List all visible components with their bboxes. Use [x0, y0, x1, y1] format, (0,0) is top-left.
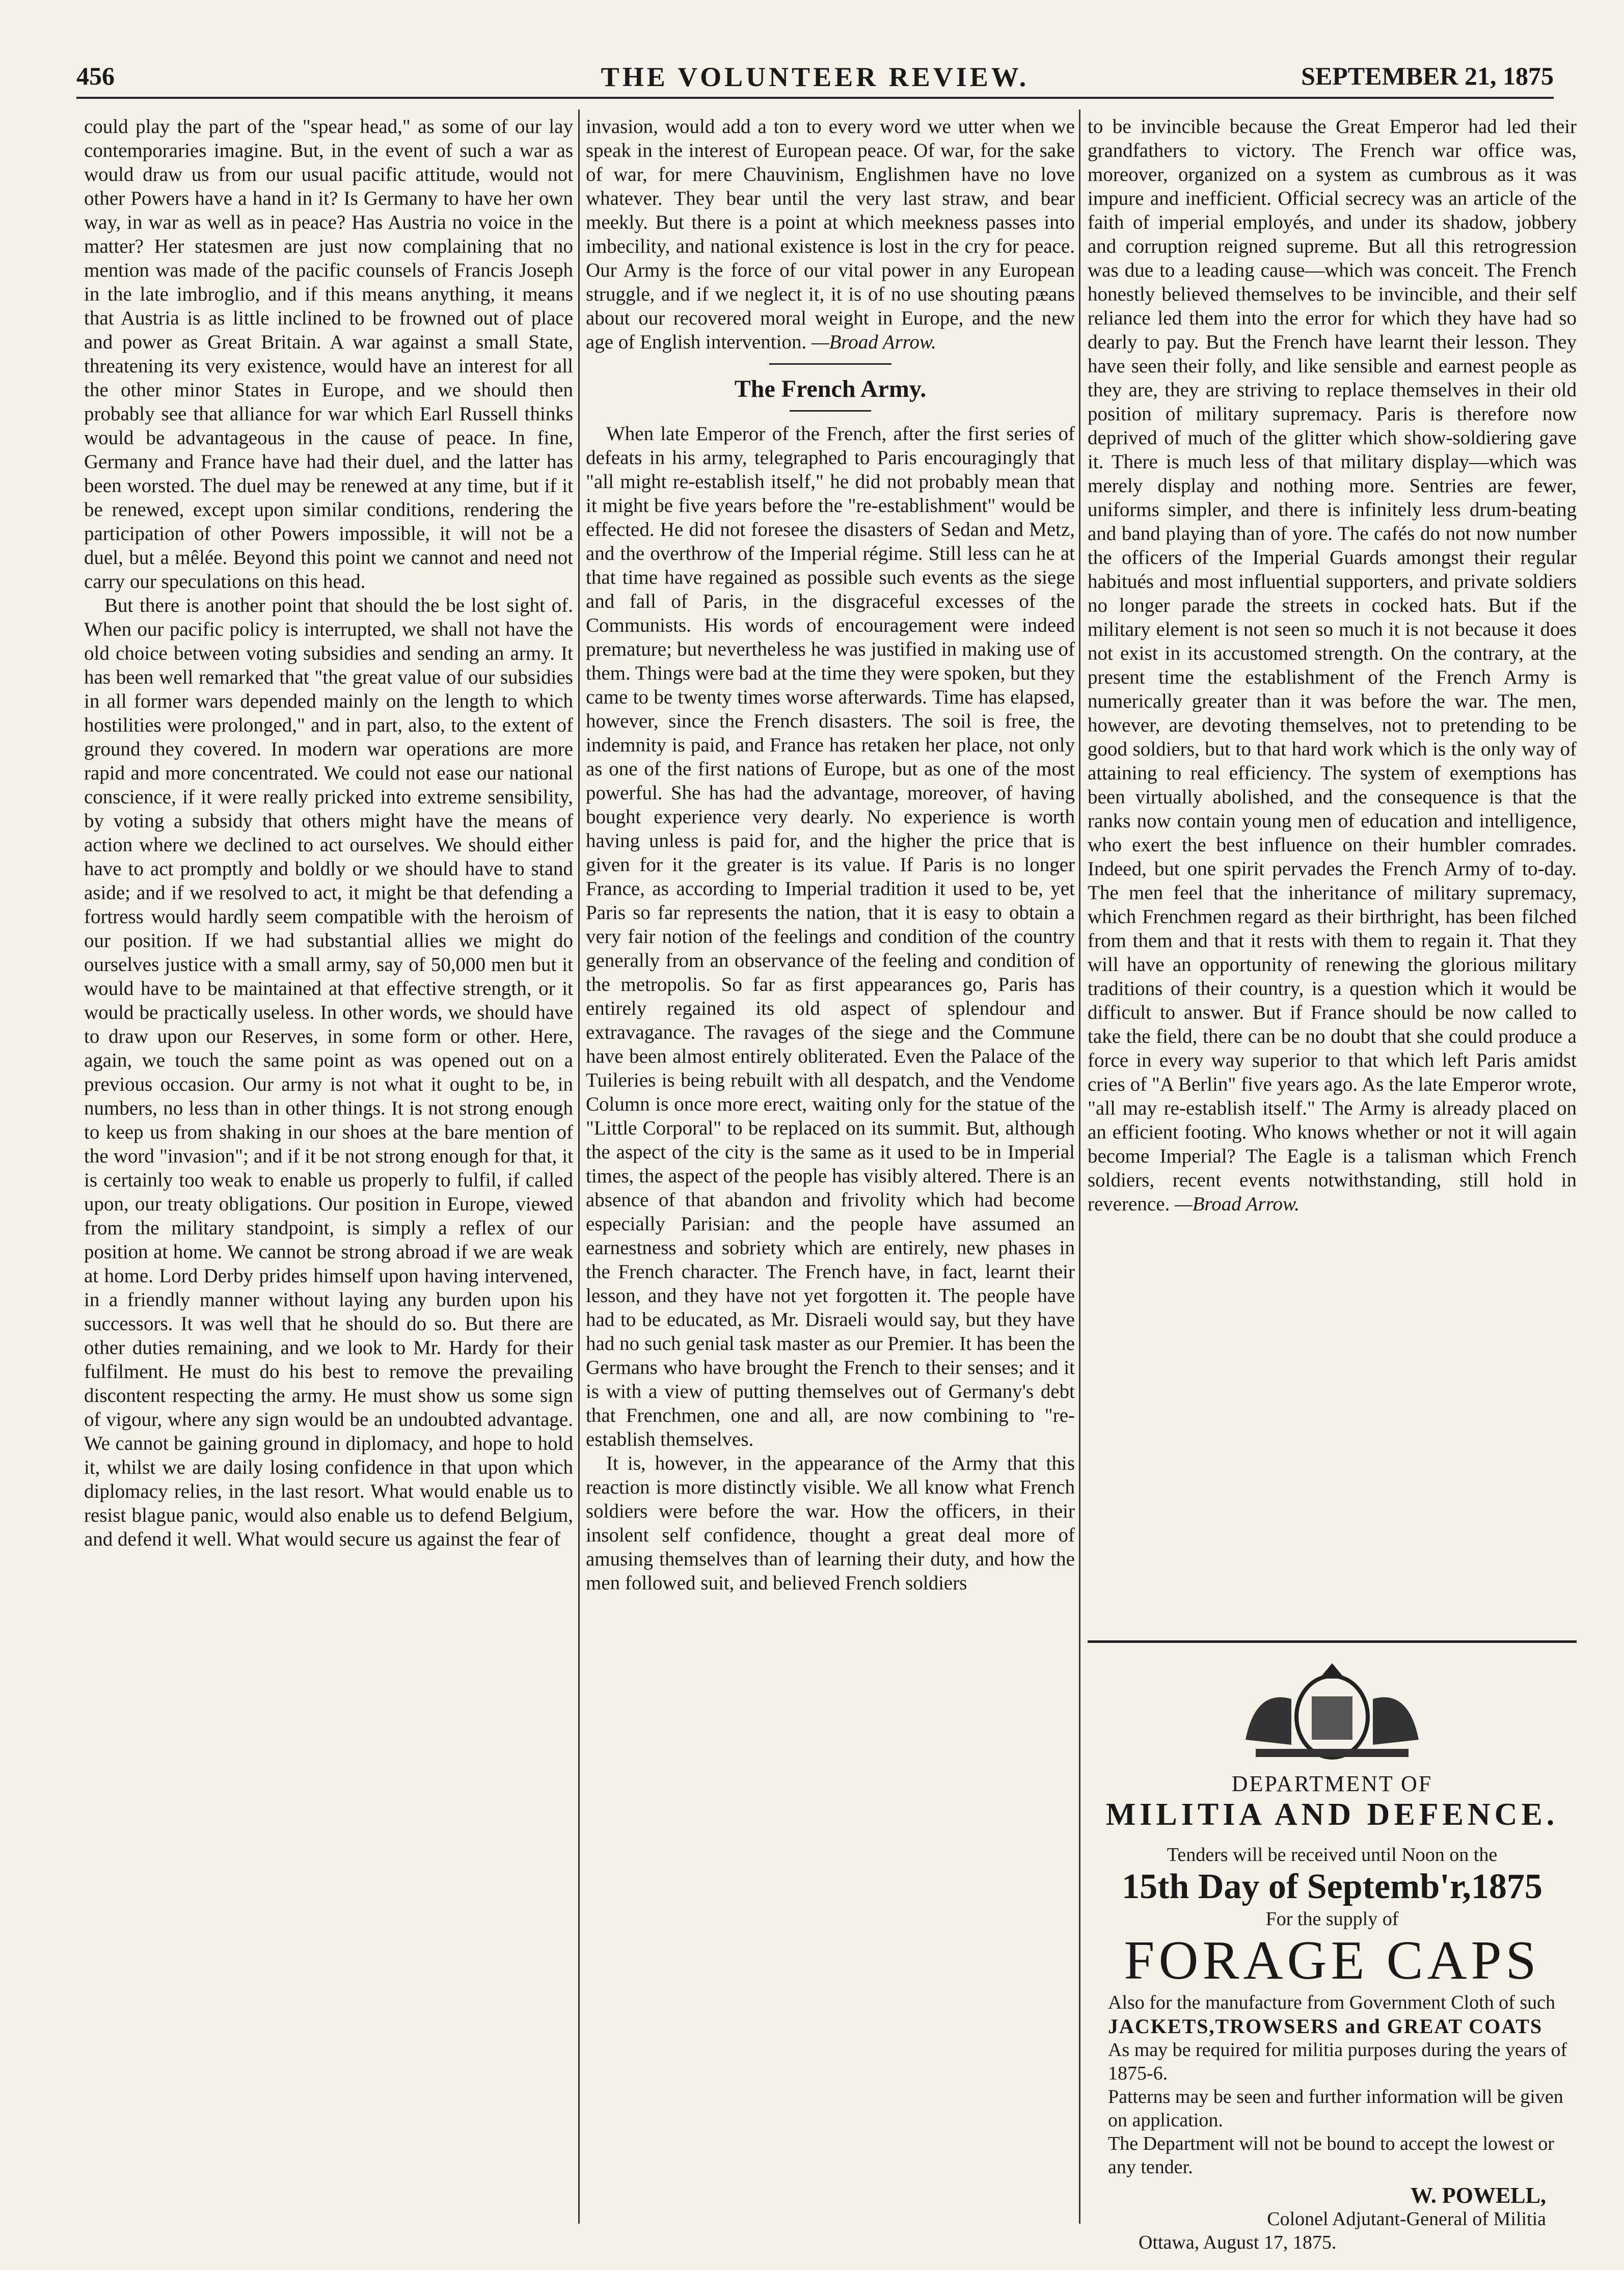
source-signature: —Broad Arrow. — [1175, 1193, 1300, 1215]
ad-forage-caps: FORAGE CAPS — [1124, 1930, 1540, 1991]
column-2 — [586, 115, 1075, 1595]
paragraph-text: to be invincible because the Great Emperor had led their grandfathers to victory. The French war office was, moreover, organized on a system as cumbrous as it was impure and inefficient. Official secrecy was an article of the faith of imperial employés, and under its shadow, jobbery and corruption reigned supreme. But all this retrogression was due to a leading cause—which was conceit. The French honestly believed themselves to be invincible, and their self reliance led them into the error for which they have had so dearly to pay. But the French have learnt their lesson. They have seen their folly, and like sensible and earnest people as they are, they are striving to replace themselves in their old position of military supremacy. Paris is therefore now deprived of much of the glitter which show-soldiering gave it. There is much less of that military display—which was merely display and nothing more. Sentries are fewer, uniforms simpler, and there is infinitely less drum-beating and band playing than of yore. The cafés do not now number the officers of the Imperial Guards amongst their regular habitués and most influential supporters, and private soldiers no longer parade the streets in cocked hats. But if the military element is not seen so much it is not because it does not exist in its accustomed strength. On the contrary, at the present time the establishment of the French Army is numerically greater than it was before the war. The men, however, are devoting themselves, not to pretending to be good soldiers, but to that hard work which is the only way of attaining to real efficiency. The system of exemptions has been virtually abolished, and the consequence is that the ranks now contain young men of education and intelligence, who exert the best influence on their humbler comrades. Indeed, but one spirit pervades the French Army of to-day. The men feel that the inheritance of military supremacy, which Frenchmen regard as their birthright, has been filched from them and that it rests with them to regain it. That they will have an opportunity of renewing the glorious military traditions of their country, is a question which it would be difficult to answer. But if France should be now called to take the field, there can be no doubt that she could produce a force in every way superior to that which left Paris amidst cries of "A Berlin" five years ago. As the late Emperor wrote, "all may re-establish itself." The Army is already placed on an efficient footing. Who knows whether or not it will again become Imperial? The Eagle is a talisman which French soldiers, recent events notwithstanding, still hold in reverence. — [1088, 116, 1577, 1215]
source-signature: —Broad Arrow. — [811, 331, 936, 353]
column-3 — [1088, 115, 1577, 1216]
ad-items: JACKETS,TROWSERS and GREAT COATS — [1108, 2015, 1543, 2038]
article-title: The French Army. — [734, 375, 927, 402]
separator-rule — [790, 410, 871, 412]
ad-heading: MILITIA AND DEFENCE. — [1105, 1797, 1559, 1832]
page-number: 456 — [76, 62, 115, 90]
column-rule — [1079, 110, 1080, 2224]
ad-supply: For the supply of — [1265, 1908, 1399, 1930]
paragraph: When late Emperor of the French, after the first series of defeats in his army, telegraphed to Paris encouragingly that "all might re-establish itself," he did not probably mean that it might be five years before the "re-establishment" would be effected. He did not foresee the disasters of Sedan and Metz, and the overthrow of the Imperial régime. Still less can he at that time have regained as possible such events as the siege and fall of Paris, in the disgraceful excesses of the Communists. His words of encouragement were indeed premature; but nevertheless he was justified in making use of them. Things were bad at the time they were spoken, but they came to be twenty times worse afterwards. Time has elapsed, however, since the French disasters. The soil is free, the indemnity is paid, and France has retaken her place, not only as one of the first nations of Europe, but as one of the most powerful. She has had the advantage, moreover, of having bought experience very dearly. No experience is worth having unless is paid for, and the higher the price that is given for it the greater is its value. If Paris is no longer France, as according to Imperial tradition it used to be, yet Paris so far represents the nation, that it is easy to obtain a very fair notion of the feelings and condition of the country generally from an observance of the feeling and condition of the metropolis. So far as first appearances go, Paris has entirely regained its old aspect of splendour and extravagance. The ravages of the siege and the Commune have been almost entirely obliterated. Even the Palace of the Tuileries is being rebuilt with all despatch, and the Vendome Column is once more erect, waiting only for the statue of the "Little Corporal" to be replaced on its summit. But, although the aspect of the city is the same as it used to be in Imperial times, the aspect of the people has visibly altered. There is an absence of that abandon and frivolity which had become especially Parisian: and the people have assumed an earnestness and sobriety which are entirely, new phases in the French character. The French have, in fact, learnt their lesson, and they have not yet forgotten it. The people have had to be educated, as Mr. Disraeli would say, but they have had no such genial task master as our Premier. It has been the Germans who have brought the French to their senses; and it is with a view of putting themselves out of Germany's debt that Frenchmen, one and all, are now combining to "re-establish themselves. — [586, 423, 1075, 1450]
ad-tenders: Tenders will be received until Noon on the — [1167, 1844, 1498, 1866]
ad-patterns: Patterns may be seen and further information will be given on application. — [1108, 2086, 1563, 2131]
issue-date: SEPTEMBER 21, 1875 — [1301, 62, 1554, 90]
paragraph — [586, 115, 1075, 354]
paragraph: could play the part of the "spear head," as some of our lay contemporaries imagine. But, in the event of such a war as would draw us from our usual pacific attitude, would not other Powers have a hand in it? Is Germany to have her own way, in war as well as in peace? Has Austria no voice in the matter? Her statesmen are just now complaining that no mention was made of the pacific counsels of Francis Joseph in the late imbroglio, and if this means anything, it means that Austria is as little inclined to be frowned out of place and power as Great Britain. A war against a small State, threatening its very existence, would have an interest for all the other minor States in Europe, and we should then probably see that alliance for war which Earl Russell thinks would be advantageous in the cause of peace. In fine, Germany and France have had their duel, and the latter has been worsted. The duel may be renewed at any time, but if it be renewed, except upon similar conditions, rendering the participation of other Powers impossible, it will not be a duel, but a mêlée. Beyond this point we cannot and need not carry our speculations on this head. — [84, 116, 573, 592]
separator-rule — [769, 363, 891, 365]
royal-crest-icon — [1225, 1658, 1439, 1760]
advertisement — [1088, 1640, 1577, 2253]
ad-required: As may be required for militia purposes during the years of 1875-6. — [1108, 2039, 1567, 2084]
column-rule — [578, 110, 580, 2224]
ad-department: DEPARTMENT OF — [1231, 1771, 1433, 1796]
column-1 — [84, 115, 573, 1551]
ad-also: Also for the manufacture from Government Cloth of such — [1108, 1992, 1555, 2013]
paragraph: It is, however, in the appearance of the Army that this reaction is more distinctly visible. We all know what French soldiers were before the war. How the officers, in their insolent self confidence, thought a great deal more of amusing themselves than of learning their duty, and how the men followed suit, and believed French soldiers — [586, 1452, 1075, 1594]
masthead-title: THE VOLUNTEER REVIEW. — [601, 62, 1030, 92]
ad-place-date: Ottawa, August 17, 1875. — [1139, 2232, 1337, 2253]
page-header — [76, 61, 1554, 99]
paragraph — [1088, 115, 1577, 1216]
ad-department-note: The Department will not be bound to accept the lowest or any tender. — [1108, 2133, 1554, 2178]
ad-signer: W. POWELL, — [1410, 2183, 1546, 2208]
ad-date: 15th Day of Septemb'r,1875 — [1122, 1867, 1542, 1906]
ad-signer-title: Colonel Adjutant-General of Militia — [1267, 2208, 1546, 2230]
paragraph: But there is another point that should the be lost sight of. When our pacific policy is interrupted, we shall not have the old choice between voting subsidies and sending an army. It has been well remarked that "the great value of our subsidies in all former wars depended mainly on the length to which hostilities were prolonged," and in part, also, to the extent of ground they covered. In modern war operations are more rapid and more concentrated. We could not ease our national conscience, if it were really pricked into extreme sensibility, by voting a subsidy that others might have the means of action where we declined to act ourselves. We should either have to act promptly and boldly or we should have to stand aside; and if we resolved to act, it might be that defending a fortress would hardly seem compatible with the heroism of our position. If we had substantial allies we might do ourselves justice with a small army, say of 50,000 men but it would have to be maintained at that effective strength, or it would be practically useless. In other words, we should have to draw upon our Reserves, in some form or other. Here, again, we touch the same point as was opened out on a previous occasion. Our army is not what it ought to be, in numbers, no less than in other things. It is not strong enough to keep us from shaking in our shoes at the bare mention of the word "invasion"; and if it be not strong enough for that, it is certainly too weak to enable us properly to fulfil, if called upon, our treaty obligations. Our position in Europe, viewed from the military standpoint, is simply a reflex of our position at home. We cannot be strong abroad if we are weak at home. Lord Derby prides himself upon having intervened, in a friendly manner without laying any burden upon his successors. It was well that he should do so. But there are other duties remaining, and we look to Mr. Hardy for their fulfilment. He must do his best to remove the prevailing discontent respecting the army. He must show us some sign of vigour, where any sign would be an undoubted advantage. We cannot be gaining ground in diplomacy, and hope to hold it, whilst we are daily losing confidence in that upon which diplomacy relies, in the last resort. What would enable us to resist blague panic, would also enable us to defend Belgium, and defend it well. What would secure us against the fear of — [84, 594, 573, 1550]
paragraph-text: invasion, would add a ton to every word we utter when we speak in the interest of European peace. Of war, for the sake of war, for mere Chauvinism, Englishmen have no love whatever. They bear until the very last straw, and bear meekly. But there is a point at which meekness passes into imbecility, and national existence is lost in the cry for peace. Our Army is the force of our vital power in any European struggle, and if we neglect it, it is of no use shouting pæans about our recovered moral weight in Europe, and the new age of English intervention. — [586, 116, 1075, 353]
